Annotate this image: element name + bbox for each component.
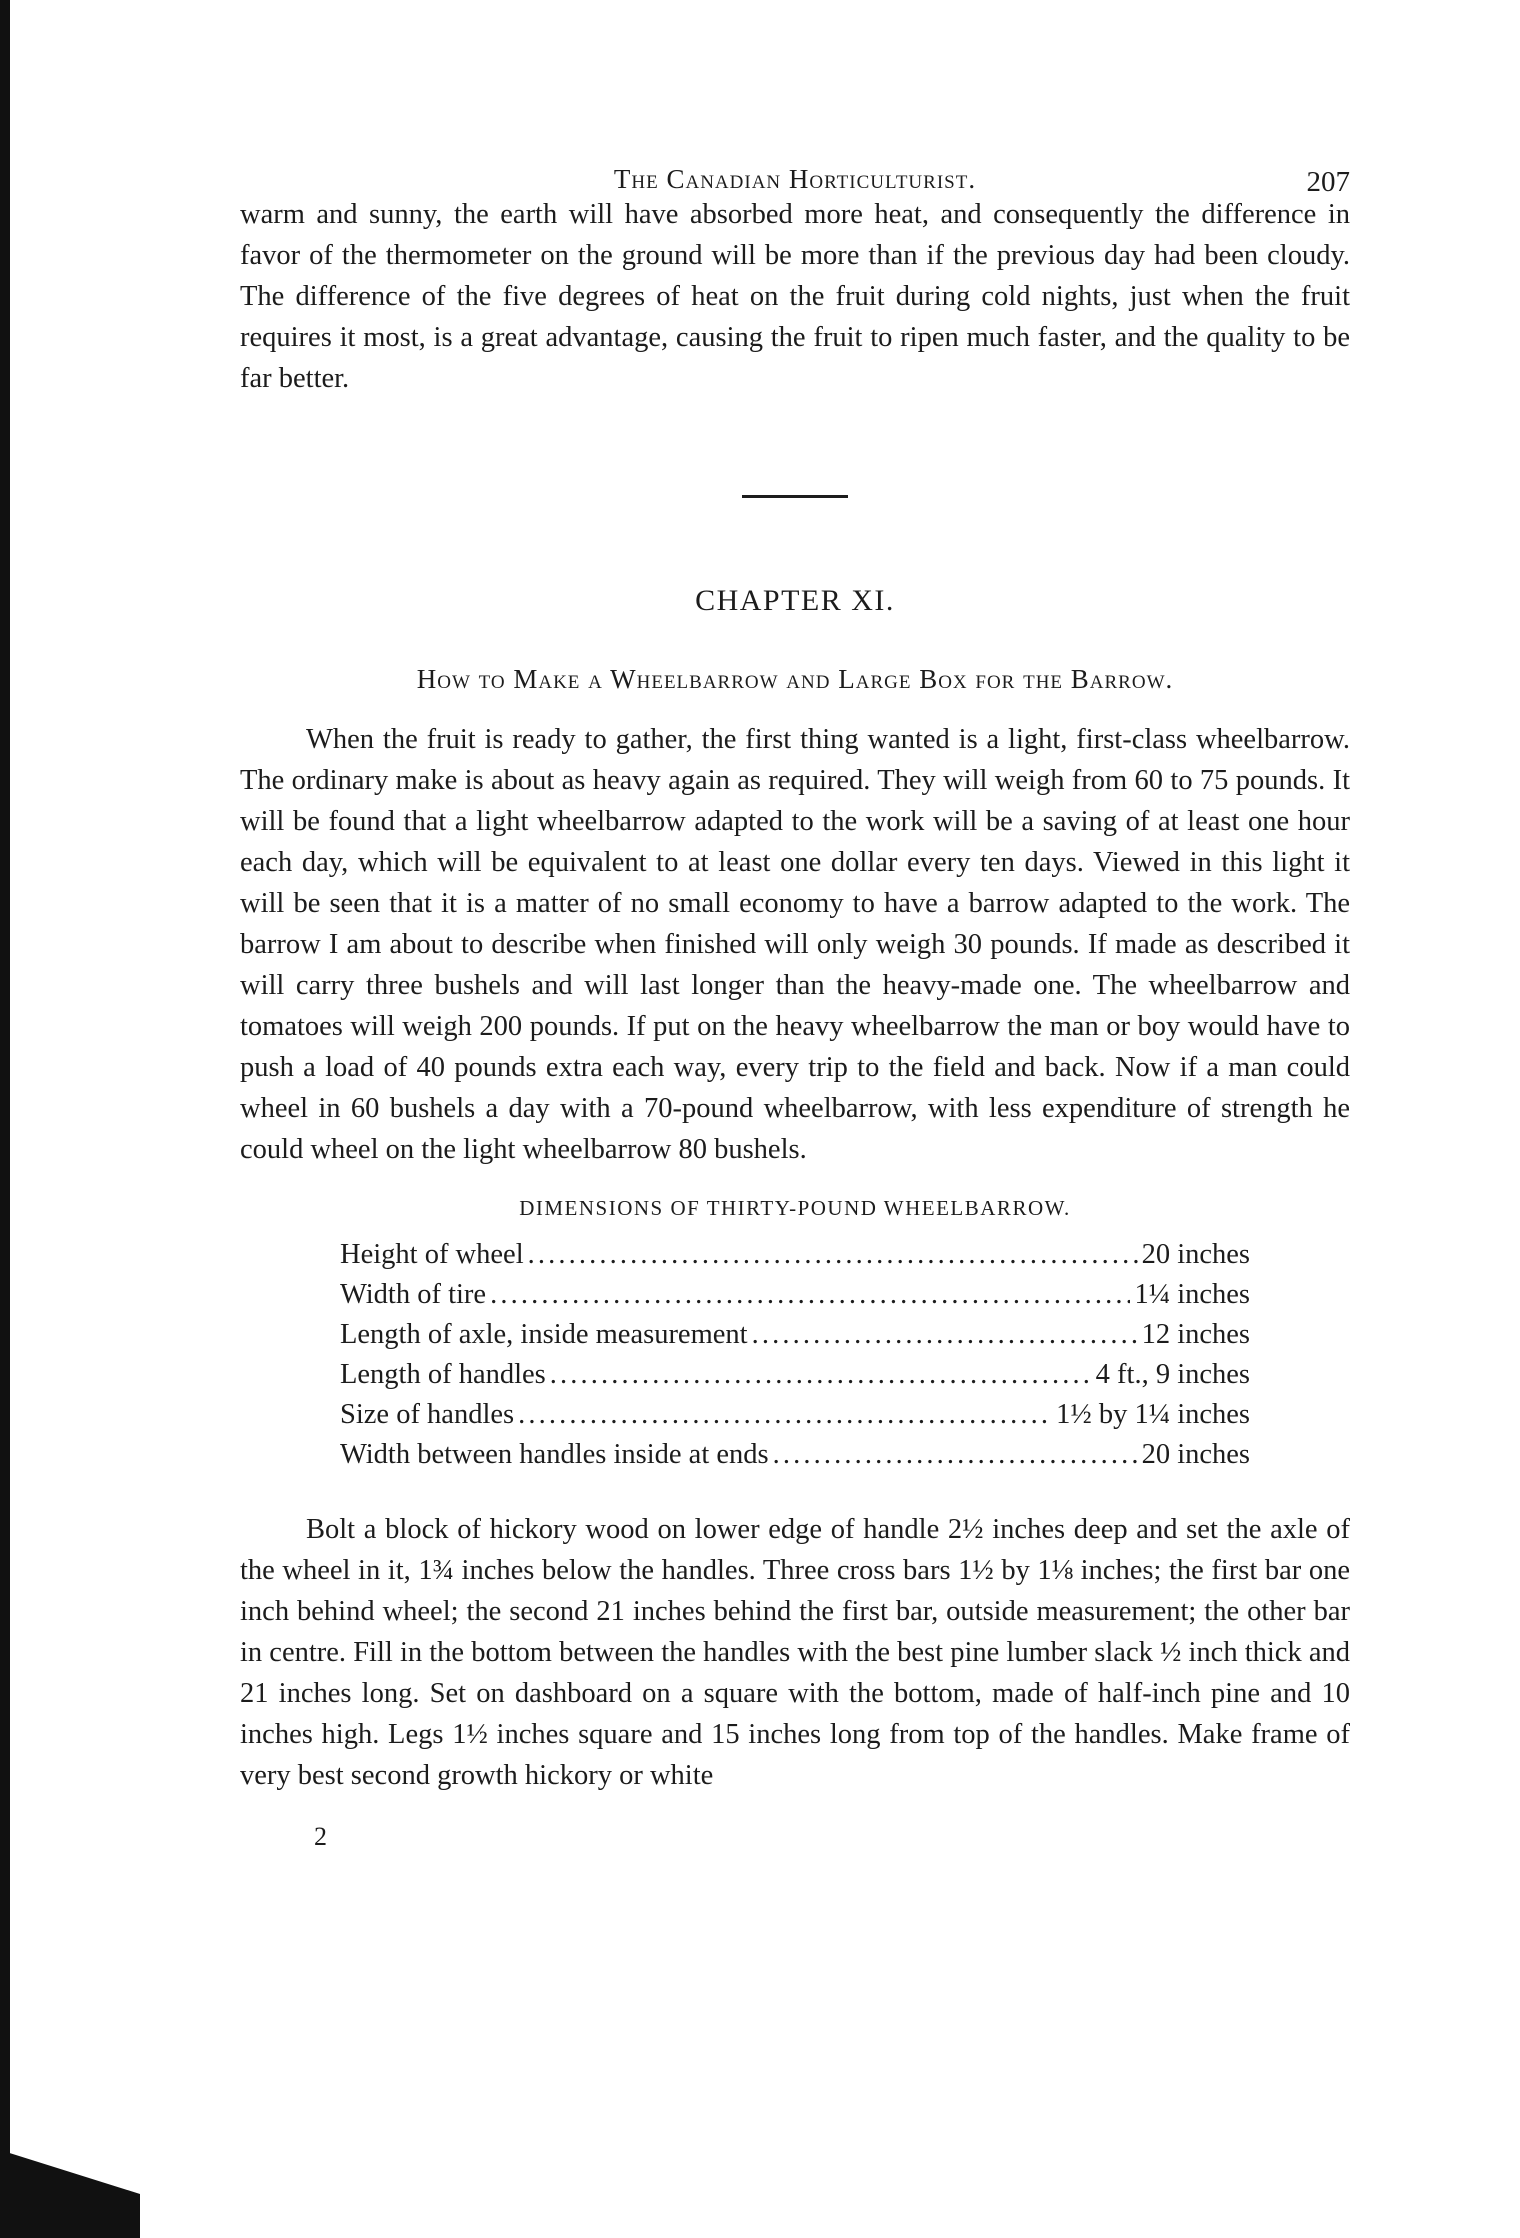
dimension-label: Length of handles [340,1359,546,1390]
dot-leader [752,1315,1138,1355]
dimension-value: 4 ft., 9 inches [1095,1359,1250,1390]
dimension-value: 20 inches [1141,1439,1250,1470]
dimensions-table [340,1235,1250,1475]
dimensions-title: DIMENSIONS OF THIRTY-POUND WHEELBARROW. [519,1196,1071,1220]
dimension-label: Height of wheel [340,1239,524,1270]
dimension-row [340,1275,1250,1315]
dot-leader [490,1275,1130,1315]
dimension-row [340,1315,1250,1355]
dimension-row [340,1435,1250,1475]
dimension-row [340,1355,1250,1395]
running-head [240,148,1350,198]
signature-mark: 2 [314,1822,327,1851]
dimension-value: 12 inches [1141,1319,1250,1350]
intro-paragraph: warm and sunny, the earth will have absorbed more heat, and consequently the difference in favor of the thermometer on the ground will be more than if the previous day had been cloudy. The difference of the five degrees of heat on the fruit during cold nights, just when the fruit requires it most, is a great advantage, causing the fruit to ripen much faster, and the quality to be far better. [240,199,1350,394]
section-divider [742,495,848,498]
dimension-value: 1¼ inches [1134,1279,1250,1310]
dimension-label: Width of tire [340,1279,487,1310]
dimension-value: 1½ by 1¼ inches [1056,1399,1250,1430]
section-title: How to Make a Wheelbarrow and Large Box for the Barrow. [416,664,1174,694]
binding-edge-foot [0,2150,140,2238]
running-title: The Canadian Horticulturist. [613,164,977,194]
dot-leader [550,1355,1092,1395]
dot-leader [528,1235,1138,1275]
dimension-label: Width between handles inside at ends [340,1439,769,1470]
dot-leader [773,1435,1138,1475]
dot-leader [518,1395,1052,1435]
dimension-label: Length of axle, inside measurement [340,1319,748,1350]
page-number: 207 [1306,166,1350,198]
dimension-row [340,1235,1250,1275]
body-paragraph: When the fruit is ready to gather, the first thing wanted is a light, first-class wheelbarrow. The ordinary make is about as heavy again as required. They will weigh from 60 to 75 pounds. It will be found that a light wheelbarrow adapted to the work will be a saving of at least one hour each day, which will be equivalent to at least one dollar every ten days. Viewed in this light it will be seen that it is a matter of no small economy to have a barrow adapted to the work. The barrow I am about to describe when finished will only weigh 30 pounds. If made as described it will carry three bushels and will last longer than the heavy-made one. The wheelbarrow and tomatoes will weigh 200 pounds. If put on the heavy wheelbarrow the man or boy would have to push a load of 40 pounds extra each way, every trip to the field and back. Now if a man could wheel in 60 bushels a day with a 70-pound wheelbarrow, with less expenditure of strength he could wheel on the light wheelbarrow 80 bushels. [240,724,1350,1165]
page [240,148,1350,1852]
dimension-value: 20 inches [1141,1239,1250,1270]
chapter-title: CHAPTER XI. [695,584,895,617]
body-paragraph: Bolt a block of hickory wood on lower edge of handle 2½ inches deep and set the axle of the wheel in it, 1¾ inches below the handles. Three cross bars 1½ by 1⅛ inches; the first bar one inch behind wheel; the second 21 inches behind the first bar, outside measurement; the other bar in centre. Fill in the bottom between the handles with the best pine lumber slack ½ inch thick and 21 inches long. Set on dashboard on a square with the bottom, made of half-inch pine and 10 inches high. Legs 1½ inches square and 15 inches long from top of the handles. Make frame of very best second growth hickory or white [240,1514,1350,1791]
binding-edge [0,0,10,2238]
dimension-row [340,1395,1250,1435]
dimension-label: Size of handles [340,1399,515,1430]
